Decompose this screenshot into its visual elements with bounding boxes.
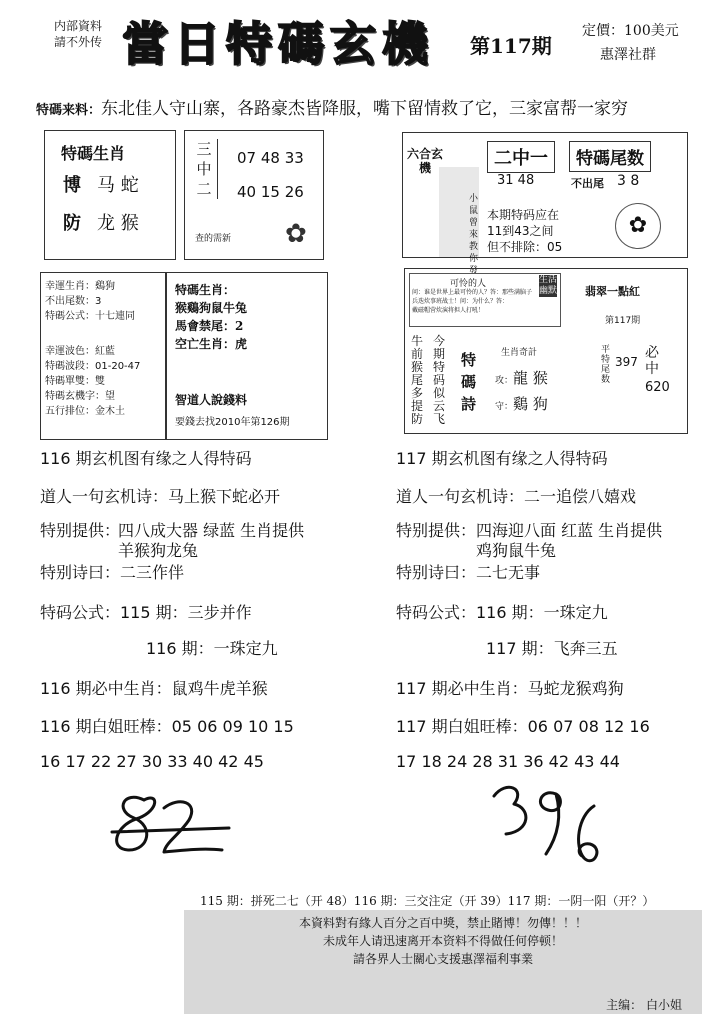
zodiac-row2-value: 龙 猴 bbox=[97, 213, 139, 234]
left-line8: 116 期白姐旺棒：05 06 09 10 15 bbox=[40, 717, 294, 736]
flower-emblem-icon: ✿ bbox=[615, 203, 661, 249]
sage-money-title: 智道人說錢料 bbox=[175, 393, 248, 407]
mystery-side-label: 六合玄機 bbox=[407, 147, 444, 175]
left-line9: 16 17 22 27 30 33 40 42 45 bbox=[40, 752, 264, 771]
lucky-info-row: 特碼波段：01-20-47 bbox=[45, 361, 141, 372]
humor-badge: 生活幽默 bbox=[539, 275, 558, 296]
flat-tail-numbers: 397 bbox=[615, 355, 638, 369]
right-line8: 117 期白姐旺棒：06 07 08 12 16 bbox=[396, 717, 650, 736]
right-line2: 道人一句玄机诗：二一追偿八嬉戏 bbox=[396, 487, 637, 506]
range-note-line2: 11到43之间 bbox=[487, 224, 554, 238]
right-provide-b: 鸡狗鼠牛兔 bbox=[476, 541, 557, 560]
publisher-label: 惠澤社群 bbox=[600, 47, 656, 63]
special-zodiac-list: 猴鷄狗鼠牛兔 bbox=[175, 301, 248, 315]
tail-label: 不出尾 bbox=[571, 177, 604, 190]
footer-line2: 未成年人请迅速离开本资料不得做任何停顿！ bbox=[322, 934, 563, 948]
must-hit-word: 必中 bbox=[645, 345, 659, 377]
right-line7: 117 期必中生肖：马蛇龙猴鸡狗 bbox=[396, 679, 624, 698]
left-line6: 116 期：一珠定九 bbox=[146, 639, 278, 658]
two-hit-one-header: 二中一 bbox=[487, 141, 555, 173]
lost-zodiac-row: 空亡生肖：虎 bbox=[175, 337, 248, 351]
right-line6: 117 期：飞奔三五 bbox=[486, 639, 618, 658]
right-line5: 特码公式：116 期：一珠定九 bbox=[396, 603, 608, 622]
internal-note bbox=[48, 18, 108, 50]
page-title: 當日特碼玄機 bbox=[122, 17, 434, 71]
poem-col2: 今期特码似云飞 bbox=[433, 334, 446, 426]
zodiac-row1-label: 博 bbox=[63, 175, 81, 196]
footer-band bbox=[184, 910, 702, 1014]
lucky-info-row: 特碼玄機字：望 bbox=[45, 391, 115, 402]
handwriting-left bbox=[104, 780, 234, 870]
poem-title: 特碼詩 bbox=[461, 351, 477, 413]
lucky-info-row: 幸運生肖：鷄狗 bbox=[45, 281, 115, 292]
three-hit-two-box bbox=[184, 130, 324, 260]
tail-number-box bbox=[402, 132, 688, 276]
two-hit-one-numbers: 31 48 bbox=[497, 173, 535, 188]
results-line: 115 期：拼死二七（开 48）116 期：三交注定（开 39）117 期：一阴一阳（开？） bbox=[200, 894, 655, 908]
lucky-info-row: 不出尾数：3 bbox=[45, 296, 102, 307]
zodiac-box bbox=[44, 130, 176, 260]
three-hit-two-label-3: 二 bbox=[196, 180, 212, 198]
price-label: 定價：100美元 bbox=[582, 23, 679, 39]
three-hit-two-footer: 查的需新 bbox=[195, 234, 232, 244]
left-line1: 116 期玄机图有缘之人得特码 bbox=[40, 449, 252, 468]
lucky-info-row: 五行排位：金木土 bbox=[45, 406, 125, 417]
zodiac-row1-value: 马 蛇 bbox=[97, 175, 139, 196]
source-line bbox=[36, 94, 628, 119]
humor-header: 可怜的人 bbox=[450, 279, 487, 289]
attack-row: 攻：龍 猴 bbox=[495, 369, 548, 387]
internal-note-line2: 請不外传 bbox=[53, 35, 102, 49]
humor-and-poem-box bbox=[404, 268, 688, 434]
sage-money-note: 要錢去找2010年第126期 bbox=[175, 417, 290, 428]
left-line4: 特别诗曰：二三作伴 bbox=[40, 563, 185, 582]
right-line4: 特别诗曰：二七无事 bbox=[396, 563, 541, 582]
lucky-info-list bbox=[45, 279, 140, 419]
left-line7: 116 期必中生肖：鼠鸡牛虎羊猴 bbox=[40, 679, 268, 698]
internal-note-line1: 内部資料 bbox=[53, 19, 102, 33]
left-edge-strip bbox=[0, 0, 18, 1024]
handwriting-right bbox=[486, 776, 606, 876]
zodiac-plan-title: 生肖奇計 bbox=[501, 348, 538, 358]
tail-values: 3 8 bbox=[617, 173, 640, 189]
lucky-info-row: 幸運波色：紅藍 bbox=[45, 346, 115, 357]
jade-red-title: 翡翠一點紅 bbox=[585, 285, 640, 298]
range-note-line3: 但不排除：05 bbox=[487, 240, 563, 254]
three-hit-two-row1: 07 48 33 bbox=[237, 149, 304, 167]
three-hit-two-label-2: 中 bbox=[196, 160, 212, 178]
humor-text: 问：谁是世界上最可怜的人？答：那些满脑子 兵迭炊事班战士！问：为什么？答： 戴磁帽营炊演将担人打吼！ bbox=[412, 289, 533, 314]
jade-red-issue: 第117期 bbox=[605, 316, 641, 326]
flat-tail-title: 平特尾数 bbox=[601, 345, 611, 385]
right-line1: 117 期玄机图有缘之人得特码 bbox=[396, 449, 608, 468]
left-line2: 道人一句玄机诗：马上猴下蛇必开 bbox=[40, 487, 281, 506]
left-provide-label: 特别提供： bbox=[40, 521, 121, 540]
star-icon: ✿ bbox=[285, 219, 307, 249]
left-line5: 特码公式：115 期：三步并作 bbox=[40, 603, 252, 622]
right-provide-a: 四海迎八面 红蓝 生肖提供 bbox=[476, 521, 663, 540]
ban-tail-row: 馬會禁尾：2 bbox=[175, 319, 244, 333]
right-line9: 17 18 24 28 31 36 42 43 44 bbox=[396, 752, 620, 771]
special-zodiac-box bbox=[166, 272, 328, 440]
lucky-info-row: 特碼單雙：雙 bbox=[45, 376, 105, 387]
lucky-info-box bbox=[40, 272, 166, 440]
tail-title: 特碼尾数 bbox=[569, 141, 651, 172]
poem-col1: 牛前猴尾多提防 bbox=[411, 334, 424, 426]
footer-line1: 本資料對有緣人百分之百中獎，禁止賭博！勿傳！！！ bbox=[298, 916, 587, 930]
special-zodiac-title: 特碼生肖： bbox=[175, 283, 236, 297]
three-hit-two-label-1: 三 bbox=[196, 140, 212, 158]
three-hit-two-label bbox=[195, 139, 218, 199]
stamp-text: 小鼠曾來教你發 bbox=[469, 194, 479, 276]
three-hit-two-row2: 40 15 26 bbox=[237, 183, 304, 201]
range-note-line1: 本期特码应在 bbox=[487, 208, 560, 222]
source-text: 东北佳人守山寨，各路豪杰皆降服，嘴下留情救了它，三家富帮一家穷 bbox=[101, 99, 629, 119]
lucky-info-row: 特碼公式：十七連同 bbox=[45, 311, 135, 322]
flat-tail-numbers-2: 620 bbox=[645, 380, 670, 395]
zodiac-box-title: 特碼生肖 bbox=[61, 144, 126, 163]
right-edge-strip bbox=[697, 0, 715, 1024]
editor-credit: 主编： 白小姐 bbox=[606, 998, 682, 1012]
issue-number: 第117期 bbox=[470, 34, 552, 58]
footer-line3: 請各界人士關心支援惠澤福利事業 bbox=[352, 952, 533, 966]
left-provide-b: 羊猴狗龙兔 bbox=[118, 541, 199, 560]
left-provide-a: 四八成大器 绿蓝 生肖提供 bbox=[118, 521, 305, 540]
right-provide-label: 特别提供： bbox=[396, 521, 477, 540]
range-note bbox=[487, 207, 562, 255]
zodiac-row2-label: 防 bbox=[63, 213, 81, 234]
defend-row: 守：鷄 狗 bbox=[495, 395, 548, 413]
source-label: 特碼来料： bbox=[36, 103, 102, 118]
